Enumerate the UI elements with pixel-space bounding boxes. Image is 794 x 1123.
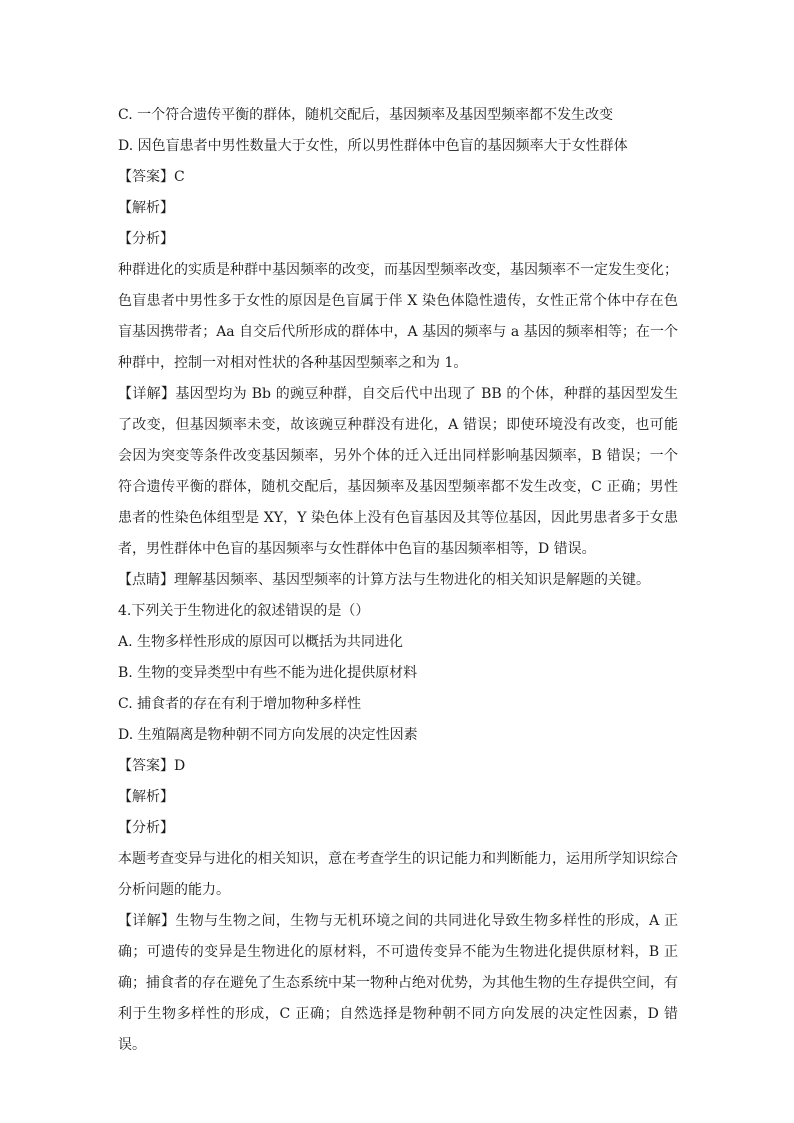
q4-jiexi-heading: 【解析】 bbox=[118, 789, 174, 805]
q4-xiangjie bbox=[118, 906, 678, 1061]
q3-option-d: D. 因色盲患者中男性数量大于女性，所以男性群体中色盲的基因频率大于女性群体 bbox=[118, 138, 628, 154]
q4-xiangjie-label: 【详解】 bbox=[118, 913, 176, 929]
q3-option-c: C. 一个符合遗传平衡的群体，随机交配后，基因频率及基因型频率都不发生改变 bbox=[118, 107, 614, 123]
q3-dianjing-label: 【点睛】 bbox=[118, 572, 174, 588]
q3-xiangjie-label: 【详解】 bbox=[118, 386, 176, 402]
q4-option-b: B. 生物的变异类型中有些不能为进化提供原材料 bbox=[118, 665, 418, 681]
q3-fenxi-heading: 【分析】 bbox=[118, 231, 174, 247]
q4-answer: 【答案】D bbox=[118, 758, 186, 774]
q3-jiexi-heading: 【解析】 bbox=[118, 200, 174, 216]
q4-option-a: A. 生物多样性形成的原因可以概括为共同进化 bbox=[118, 634, 404, 650]
q3-dianjing-text: 理解基因频率、基因型频率的计算方法与生物进化的相关知识是解题的关键。 bbox=[174, 572, 650, 588]
document-page bbox=[118, 100, 678, 1061]
q4-option-d: D. 生殖隔离是物种朝不同方向发展的决定性因素 bbox=[118, 727, 418, 743]
q3-fenxi-text: 种群进化的实质是种群中基因频率的改变，而基因型频率改变，基因频率不一定发生变化；色盲患者中男性多于女性的原因是色盲属于伴 X 染色体隐性遗传，女性正常个体中存在色盲基因携带者；Aa 自交后代所形成的群体中，A 基因的频率与 a 基因的频率相等；在一个种群中，控制一对相对性状的各种基因型频率之和为 1。 bbox=[118, 262, 678, 371]
q4-xiangjie-text: 生物与生物之间，生物与无机环境之间的共同进化导致生物多样性的形成，A 正确；可遗传的变异是生物进化的原材料，不可遗传变异不能为生物进化提供原材料，B 正确；捕食者的存在避免了生态系统中某一物种占绝对优势，为其他生物的生存提供空间，有利于生物多样性的形成，C 正确；自然选择是物种朝不同方向发展的决定性因素，D 错误。 bbox=[118, 913, 679, 1053]
q4-stem: 4.下列关于生物进化的叙述错误的是（） bbox=[118, 603, 370, 619]
q3-answer: 【答案】C bbox=[118, 169, 185, 185]
q3-xiangjie-text: 基因型均为 Bb 的豌豆种群，自交后代中出现了 BB 的个体，种群的基因型发生了改变，但基因频率未变，故该豌豆种群没有进化，A 错误；即使环境没有改变，也可能会因为突变等条件改变基因频率，另外个体的迁入迁出同样影响基因频率，B 错误；一个符合遗传平衡的群体，随机交配后，基因频率及基因型频率都不发生改变，C 正确；男性患者的性染色体组型是 XY，Y 染色体上没有色盲基因及其等位基因，因此男患者多于女患者，男性群体中色盲的基因频率与女性群体中色盲的基因频率相等，D 错误。 bbox=[118, 386, 678, 557]
q4-option-c: C. 捕食者的存在有利于增加物种多样性 bbox=[118, 696, 362, 712]
q4-fenxi-text: 本题考查变异与进化的相关知识，意在考查学生的识记能力和判断能力，运用所学知识综合分析问题的能力。 bbox=[118, 851, 678, 898]
q3-dianjing bbox=[118, 565, 678, 596]
q3-xiangjie bbox=[118, 379, 678, 565]
q4-fenxi-heading: 【分析】 bbox=[118, 820, 174, 836]
